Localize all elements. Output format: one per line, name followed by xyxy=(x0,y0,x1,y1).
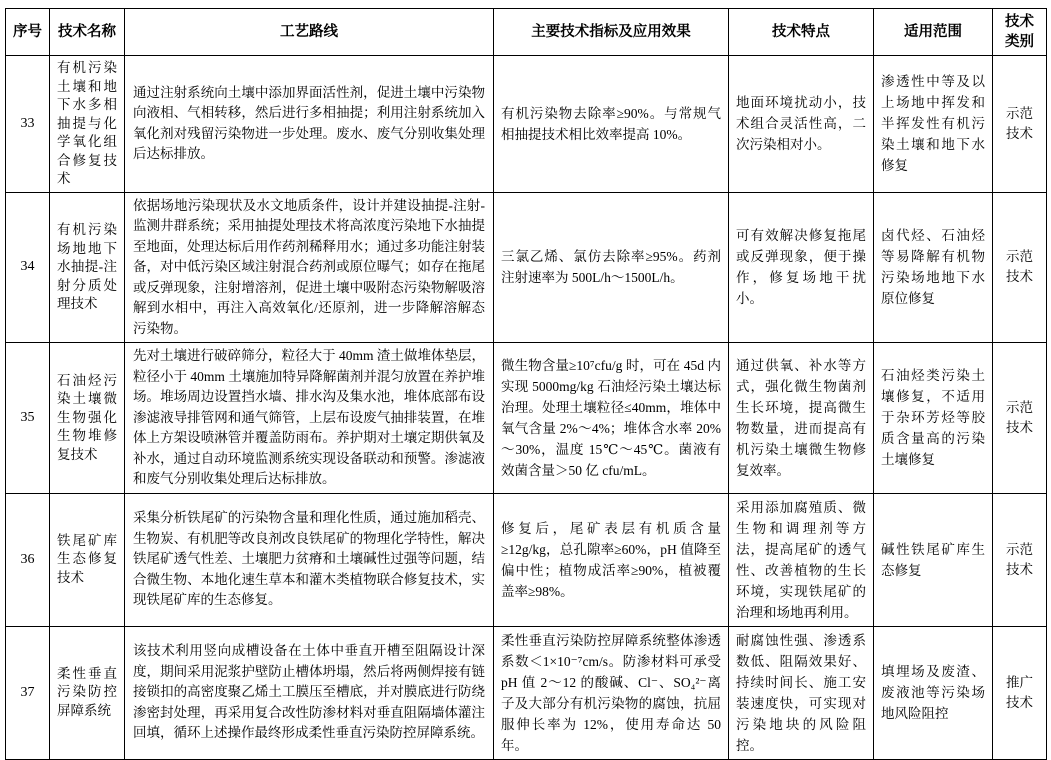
cell-scope: 碱性铁尾矿库生态修复 xyxy=(874,493,993,626)
col-header-process-route: 工艺路线 xyxy=(125,9,494,56)
cell-indicators: 微生物含量≥10⁷cfu/g 时，可在 45d 内实现 5000mg/kg 石油烃污染土壤达标治理。处理土壤粒径≤40mm，堆体中氧气含量 2%～4%；堆体含水率 20%～30%，温度 15℃～45℃。菌液有效菌含量＞50 亿 cfu/mL。 xyxy=(494,343,729,494)
cell-process-route: 采集分析铁尾矿的污染物含量和理化性质，通过施加稻壳、生物炭、有机肥等改良剂改良铁尾矿的物理化学特性，解决铁尾矿透气性差、土壤肥力贫瘠和土壤碱性过强等问题，结合微生物、本地化速生草本和灌木类植物联合修复技术，实现铁尾矿库的生态修复。 xyxy=(125,493,494,626)
cell-process-route: 该技术利用竖向成槽设备在土体中垂直开槽至阻隔设计深度，期间采用泥浆护壁防止槽体坍塌，然后将两侧焊接有链接锁扣的高密度聚乙烯土工膜压至槽底，并对膜底进行防绕渗密封处理，再采用复合改性防渗材料对垂直阻隔墙体灌注回填，循环上述操作最终形成柔性垂直污染防控屏障系统。 xyxy=(125,626,494,759)
table-row xyxy=(6,493,1047,626)
cell-scope: 渗透性中等及以上场地中挥发和半挥发性有机污染土壤和地下水修复 xyxy=(874,56,993,193)
cell-category: 示范 技术 xyxy=(993,192,1047,343)
cell-technology-name: 石油烃污染土壤微生物强化生物堆修复技术 xyxy=(50,343,125,494)
cell-indicators: 柔性垂直污染防控屏障系统整体渗透系数＜1×10⁻⁷cm/s。防渗材料可承受 pH 值 2～12 的酸碱、Cl⁻、SO₄²⁻离子及大部分有机污染物的腐蚀，抗屈服伸长率为 12%，使用寿命达 50 年。 xyxy=(494,626,729,759)
cell-serial-number: 34 xyxy=(6,192,50,343)
col-header-technical-features: 技术特点 xyxy=(729,9,874,56)
cell-process-route: 通过注射系统向土壤中添加界面活性剂，促进土壤中污染物向液相、气相转移，然后进行多相抽提；利用注射系统加入氧化剂对残留污染物进一步处理。废水、废气分别收集处理后达标排放。 xyxy=(125,56,494,193)
col-header-serial-number: 序号 xyxy=(6,9,50,56)
cell-serial-number: 33 xyxy=(6,56,50,193)
cell-process-route: 依据场地污染现状及水文地质条件，设计并建设抽提-注射-监测井群系统；采用抽提处理技术将高浓度污染地下水抽提至地面，处理达标后用作药剂稀释用水；通过多功能注射装备，对中低污染区域注射混合药剂或原位曝气；如存在拖尾或反弹现象，注射增溶剂，促进土壤中吸附态污染物解吸溶解到水相中，再注入高效氧化/还原剂，进一步降解溶解态污染物。 xyxy=(125,192,494,343)
cell-serial-number: 35 xyxy=(6,343,50,494)
cell-indicators: 有机污染物去除率≥90%。与常规气相抽提技术相比效率提高 10%。 xyxy=(494,56,729,193)
cell-technology-name: 有机污染土壤和地下水多相抽提与化学氧化组合修复技术 xyxy=(50,56,125,193)
cell-scope: 卤代烃、石油烃等易降解有机物污染场地地下水原位修复 xyxy=(874,192,993,343)
cell-category: 推广 技术 xyxy=(993,626,1047,759)
cell-category: 示范 技术 xyxy=(993,493,1047,626)
col-header-technology-category: 技术 类别 xyxy=(993,9,1047,56)
cell-category: 示范 技术 xyxy=(993,56,1047,193)
cell-technology-name: 有机污染场地地下水抽提-注射分质处理技术 xyxy=(50,192,125,343)
cell-scope: 石油烃类污染土壤修复，不适用于杂环芳烃等胶质含量高的污染土壤修复 xyxy=(874,343,993,494)
cell-technology-name: 铁尾矿库生态修复技术 xyxy=(50,493,125,626)
cell-scope: 填埋场及废渣、废液池等污染场地风险阻控 xyxy=(874,626,993,759)
table-header-row xyxy=(6,9,1047,56)
cell-serial-number: 37 xyxy=(6,626,50,759)
col-header-technology-name: 技术名称 xyxy=(50,9,125,56)
cell-features: 可有效解决修复拖尾或反弹现象，便于操作，修复场地干扰小。 xyxy=(729,192,874,343)
cell-category: 示范 技术 xyxy=(993,343,1047,494)
cell-features: 通过供氧、补水等方式，强化微生物菌剂生长环境，提高微生物数量，进而提高有机污染土壤微生物修复效率。 xyxy=(729,343,874,494)
remediation-technology-table xyxy=(5,8,1047,760)
cell-features: 采用添加腐殖质、微生物和调理剂等方法，提高尾矿的透气性、改善植物的生长环境，实现铁尾矿的治理和场地再利用。 xyxy=(729,493,874,626)
cell-indicators: 三氯乙烯、氯仿去除率≥95%。药剂注射速率为 500L/h～1500L/h。 xyxy=(494,192,729,343)
table-row xyxy=(6,192,1047,343)
cell-serial-number: 36 xyxy=(6,493,50,626)
cell-indicators: 修复后，尾矿表层有机质含量≥12g/kg，总孔隙率≥60%，pH 值降至偏中性；植物成活率≥90%，植被覆盖率≥98%。 xyxy=(494,493,729,626)
table-row xyxy=(6,56,1047,193)
cell-process-route: 先对土壤进行破碎筛分，粒径大于 40mm 渣土做堆体垫层，粒径小于 40mm 土壤施加特异降解菌剂并混匀放置在养护堆场。堆场周边设置挡水墙、排水沟及集水池，堆体底部布设渗滤液导排管网和通气筛管，上层布设废气抽排装置，在堆体上方架设喷淋管并覆盖防雨布。养护期对土壤定期供氧及补水，通过自动环境监测系统实现设备联动和预警。渗滤液和废气分别收集处理后达标排放。 xyxy=(125,343,494,494)
table-row xyxy=(6,626,1047,759)
cell-technology-name: 柔性垂直污染防控屏障系统 xyxy=(50,626,125,759)
table-row xyxy=(6,343,1047,494)
col-header-indicators-effects: 主要技术指标及应用效果 xyxy=(494,9,729,56)
cell-features: 地面环境扰动小，技术组合灵活性高，二次污染相对小。 xyxy=(729,56,874,193)
col-header-applicable-scope: 适用范围 xyxy=(874,9,993,56)
cell-features: 耐腐蚀性强、渗透系数低、阻隔效果好、持续时间长、施工安装速度快，可实现对污染地块的风险阻控。 xyxy=(729,626,874,759)
